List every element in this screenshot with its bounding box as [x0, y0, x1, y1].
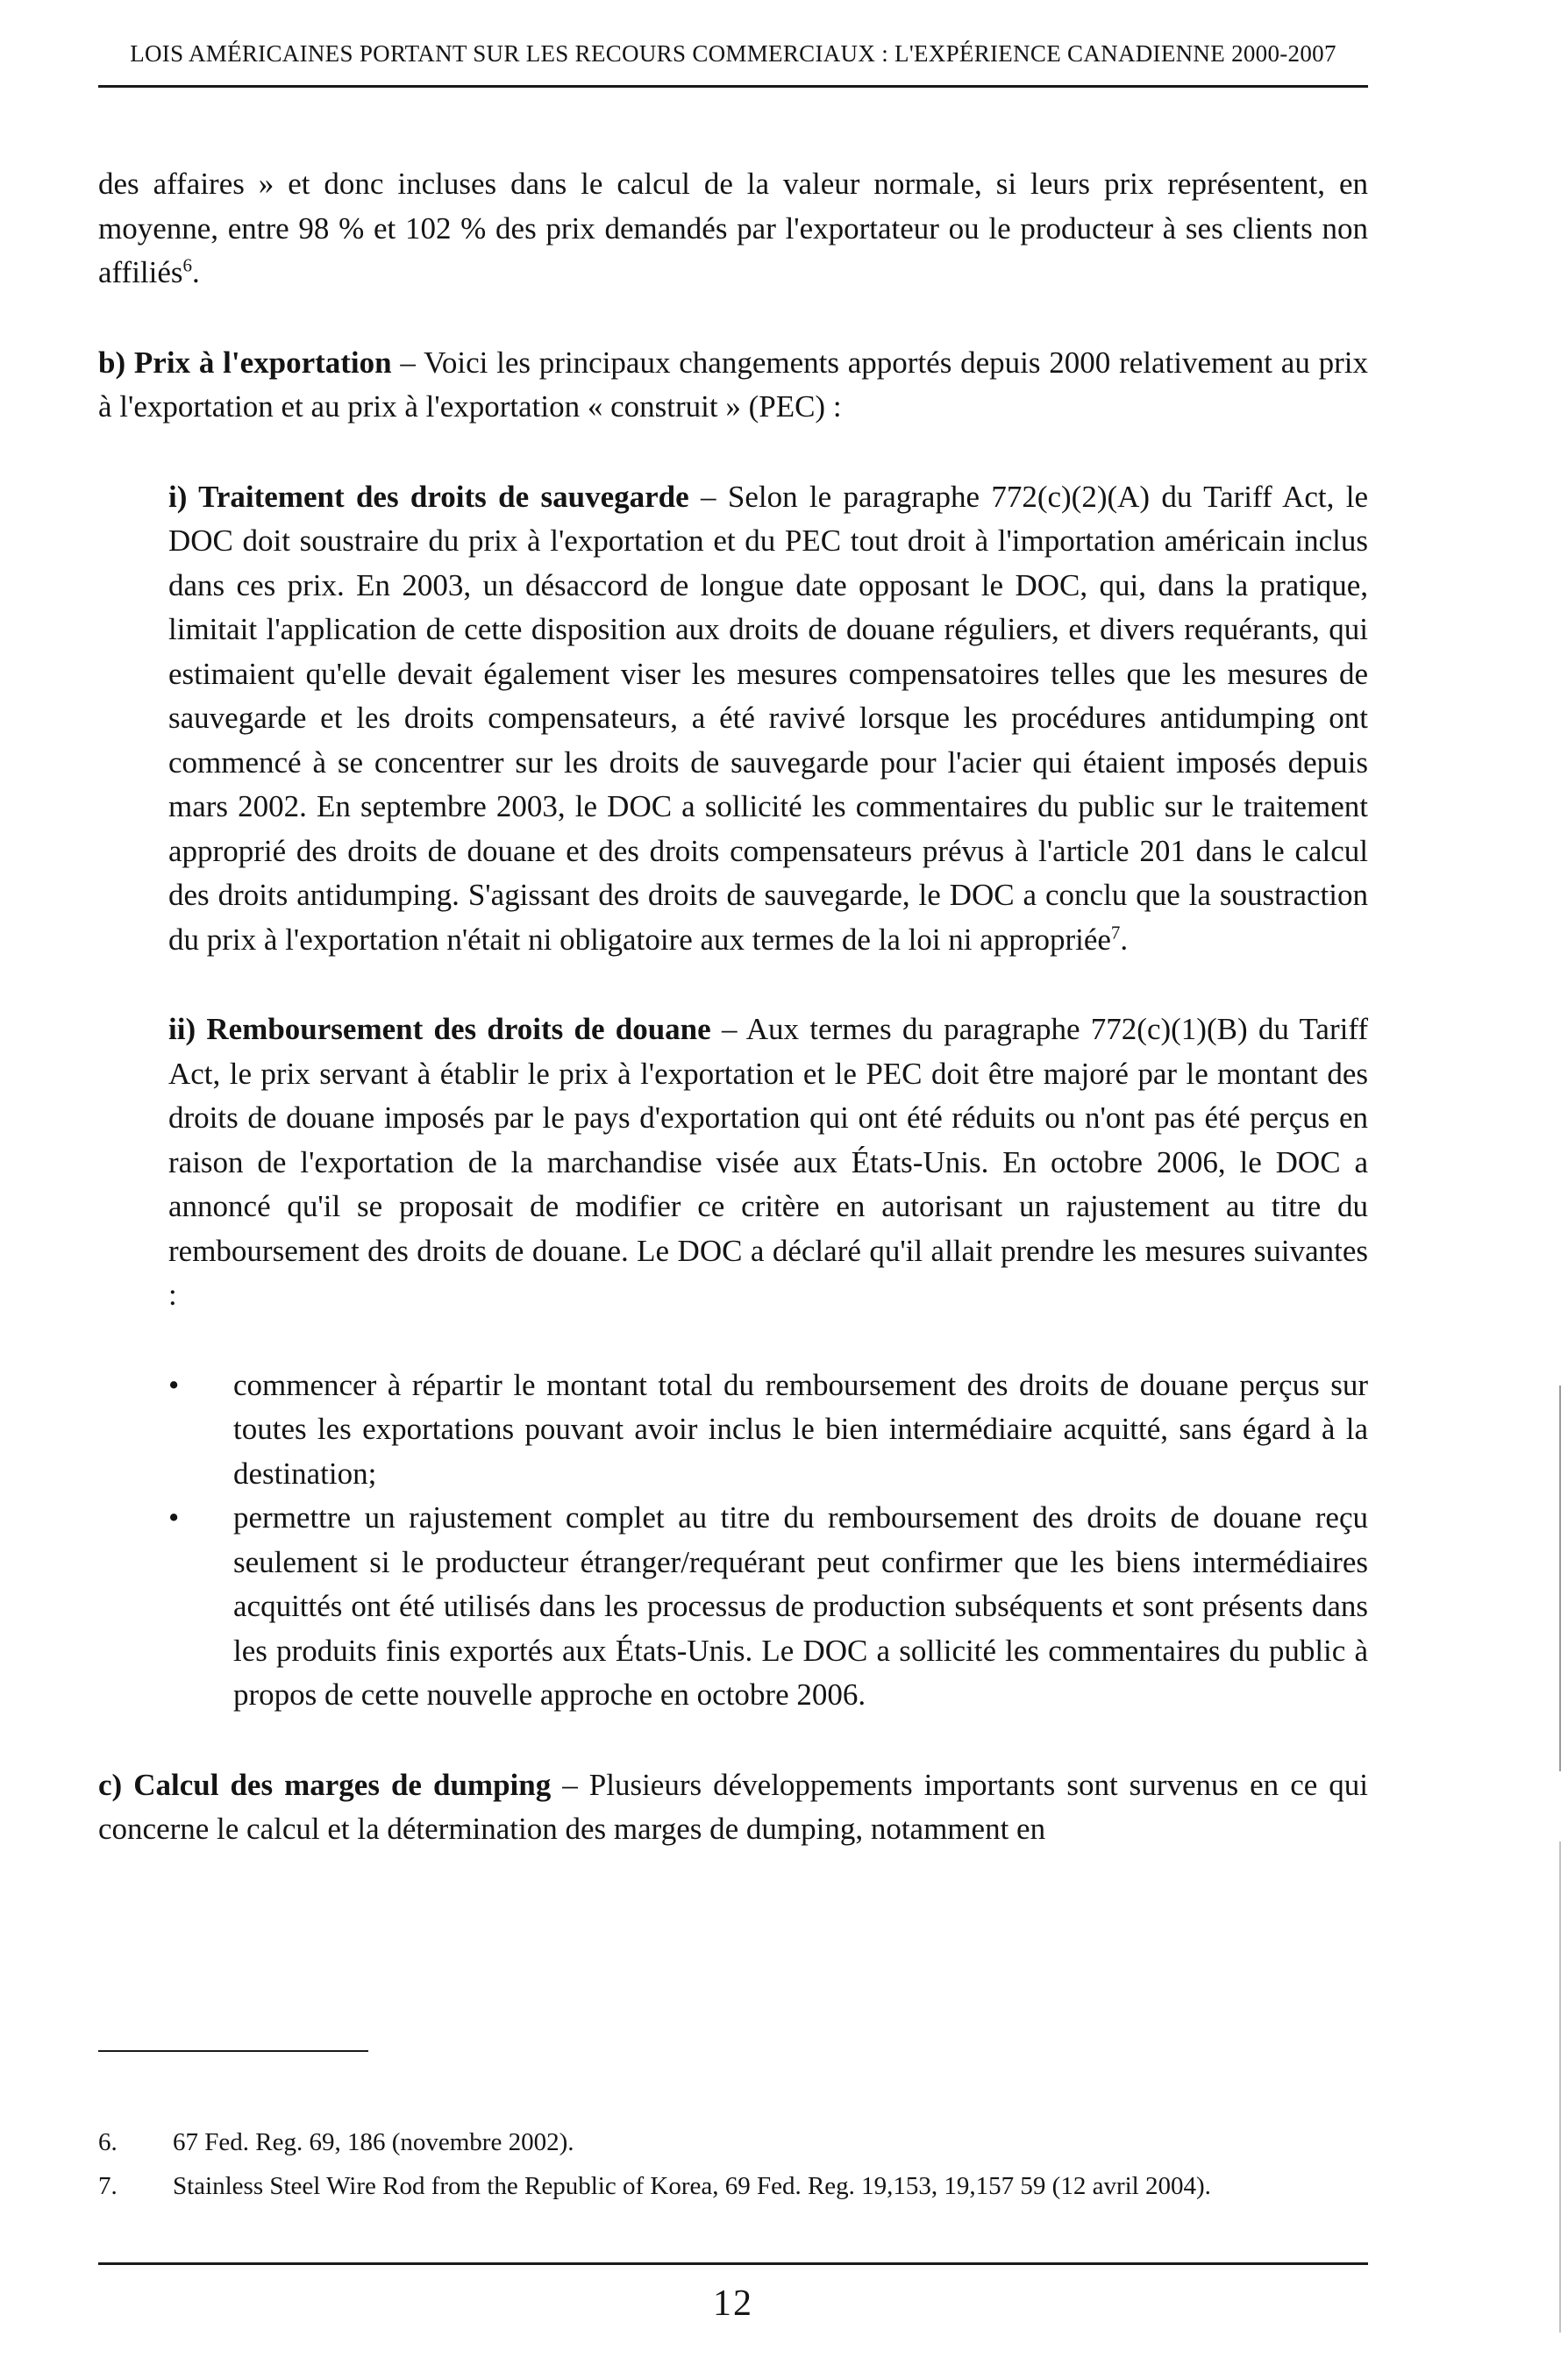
footnote-text: Stainless Steel Wire Rod from the Republic of Korea, 69 Fed. Reg. 19,153, 19,157 59 (12 avril 2004).: [173, 2172, 1211, 2200]
footnote-7: [98, 2164, 1368, 2208]
bullet-list: [168, 1364, 1368, 1718]
section-c-heading: c) Calcul des marges de dumping: [98, 1767, 552, 1802]
scan-edge-mark: [1559, 1385, 1561, 1771]
section-b-heading: b) Prix à l'exportation: [98, 345, 392, 380]
bullet-icon: •: [168, 1500, 180, 1535]
footnote-number: 6.: [98, 2128, 118, 2156]
section-b-paragraph: b) Prix à l'exportation – Voici les principaux changements apportés depuis 2000 relativement au prix à l'exportation et au prix à l'exportation « construit » (PEC) :: [98, 345, 1368, 424]
footnotes: [98, 2120, 1368, 2208]
item-i-heading: i) Traitement des droits de sauvegarde: [168, 479, 689, 514]
footnote-separator: [98, 2050, 368, 2052]
section-c-paragraph: c) Calcul des marges de dumping – Plusieurs développements importants sont survenus en ce qui concerne le calcul et la détermination des marges de dumping, notamment en: [98, 1767, 1369, 1846]
item-i-paragraph: i) Traitement des droits de sauvegarde – Selon le paragraphe 772(c)(2)(A) du Tariff Act, le DOC doit soustraire du prix à l'exportation et du PEC tout droit à l'importation américain inclus dans ces prix. En 2003, un désaccord de longue date opposant le DOC, qui, dans la pratique, limitait l'application de cette disposition aux droits de douane réguliers, et divers requérants, qui estimaient qu'elle devait également viser les mesures compensatoires telles que les mesures de sauvegarde et les droits compensateurs, a été ravivé lorsque les procédures antidumping ont commencé à se concentrer sur les droits de sauvegarde pour l'acier qui étaient imposés depuis mars 2002. En septembre 2003, le DOC a sollicité les commentaires du public sur le traitement approprié des droits de douane et des droits compensateurs prévus à l'article 201 dans le calcul des droits antidumping. S'agissant des droits de sauvegarde, le DOC a conclu que la soustraction du prix à l'exportation n'était ni obligatoire aux termes de la loi ni appropriée$^7$.: [168, 479, 1368, 957]
header-rule: [98, 85, 1368, 88]
footnote-number: 7.: [98, 2172, 118, 2200]
scan-edge-mark: [1559, 1841, 1561, 2333]
running-header: LOIS AMÉRICAINES PORTANT SUR LES RECOURS COMMERCIAUX : L'EXPÉRIENCE CANADIENNE 2000-2007: [130, 40, 1336, 67]
footnote-ref-7[interactable]: 7: [1110, 921, 1121, 943]
page-number: 12: [713, 2283, 753, 2324]
item-ii-heading: ii) Remboursement des droits de douane: [168, 1012, 711, 1046]
list-item: • commencer à répartir le montant total du remboursement des droits de douane perçus sur toutes les exportations pouvant avoir inclus le bien intermédiaire acquitté, sans égard à la destination;: [168, 1364, 1368, 1497]
item-ii-paragraph: ii) Remboursement des droits de douane – Aux termes du paragraphe 772(c)(1)(B) du Tariff Act, le prix servant à établir le prix à l'exportation et le PEC doit être majoré par le montant des droits de douane imposés par le pays d'exportation qui ont été réduits ou n'ont pas été perçus en raison de l'exportation de la marchandise visée aux États-Unis. En octobre 2006, le DOC a annoncé qu'il se proposait de modifier ce critère en autorisant un rajustement au titre du remboursement des droits de douane. Le DOC a déclaré qu'il allait prendre les mesures suivantes :: [168, 1012, 1369, 1312]
bullet-icon: •: [168, 1367, 180, 1402]
footnote-ref-6[interactable]: 6: [182, 254, 193, 276]
footer-rule: [98, 2262, 1368, 2265]
footnote-6: [98, 2120, 1368, 2164]
footnote-text: 67 Fed. Reg. 69, 186 (novembre 2002).: [173, 2128, 574, 2156]
paragraph-continuation: des affaires » et donc incluses dans le calcul de la valeur normale, si leurs prix représentent, en moyenne, entre 98 % et 102 % des prix demandés par l'exportateur ou le producteur à ses clients non affiliés$^6$.: [98, 167, 1368, 289]
body-text: [98, 162, 1368, 1852]
list-item: • permettre un rajustement complet au titre du remboursement des droits de douane reçu seulement si le producteur étranger/requérant peut confirmer que les biens intermédiaires acquittés ont été utilisés dans les processus de production subséquents et sont présents dans les produits finis exportés aux États-Unis. Le DOC a sollicité les commentaires du public à propos de cette nouvelle approche en octobre 2006.: [168, 1496, 1368, 1718]
